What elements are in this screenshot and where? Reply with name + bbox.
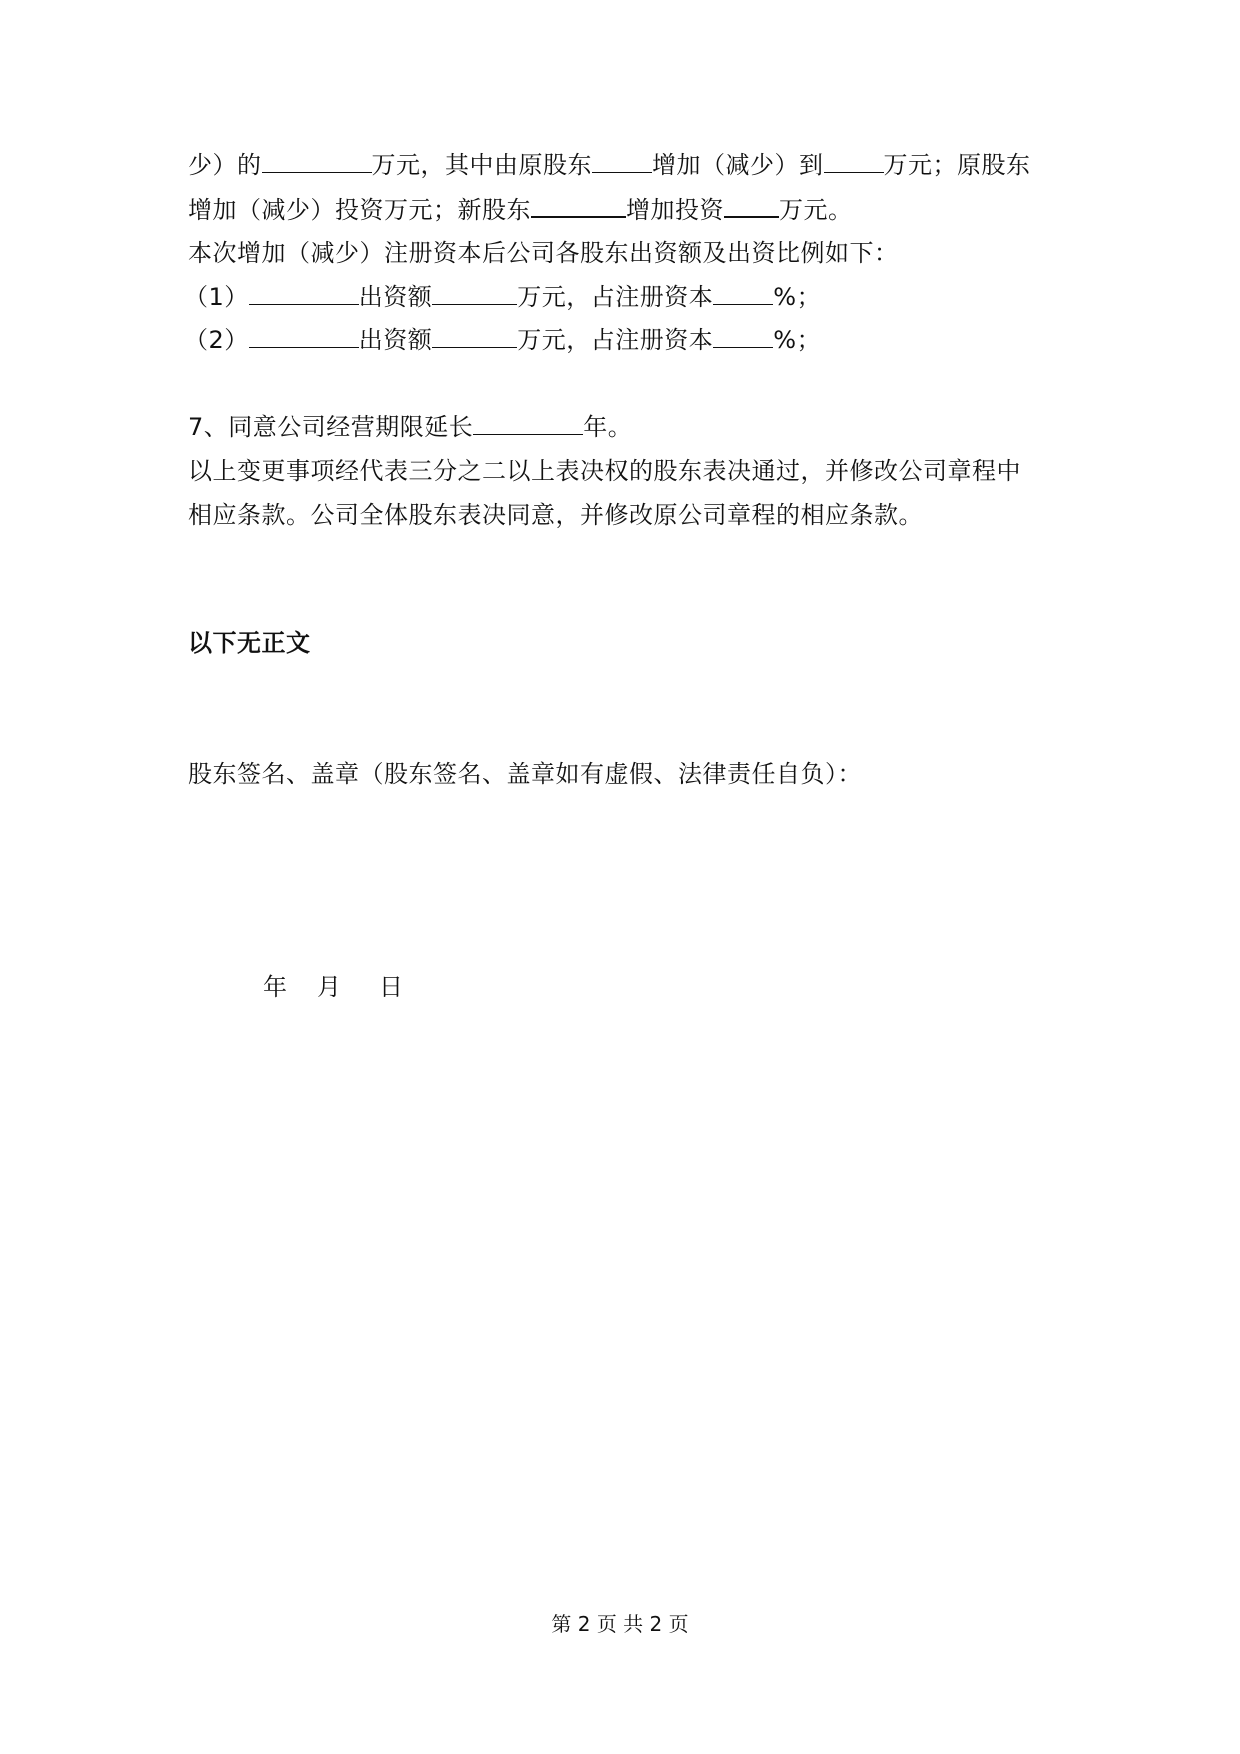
fill-blank [592, 148, 652, 173]
fill-blank [824, 148, 884, 173]
text-segment: %； [773, 283, 822, 311]
signature-line: 股东签名、盖章（股东签名、盖章如有虚假、法律责任自负）： [188, 760, 862, 788]
text-segment: 增加（减少）投资万元；新股东 [188, 196, 531, 224]
fill-blank [713, 280, 773, 305]
fill-blank [473, 410, 583, 435]
fill-blank [713, 323, 773, 348]
body-line-1 [188, 148, 1031, 182]
date-day: 日 [379, 973, 404, 1001]
fill-blank [249, 323, 359, 348]
body-line-2 [188, 192, 853, 227]
date-year: 年 [263, 973, 288, 1001]
fill-blank [432, 280, 517, 305]
date-month: 月 [317, 973, 342, 1001]
body-paragraph-line-1: 以上变更事项经代表三分之二以上表决权的股东表决通过，并修改公司章程中 [188, 457, 1021, 485]
text-segment: 万元。 [779, 196, 853, 224]
text-segment: 万元，占注册资本 [517, 326, 714, 354]
text-segment: 万元，占注册资本 [517, 283, 714, 311]
text-segment: 增加（减少）到 [652, 151, 824, 179]
body-paragraph-line-2: 相应条款。公司全体股东表决同意，并修改原公司章程的相应条款。 [188, 501, 923, 529]
no-further-text-heading: 以下无正文 [188, 629, 311, 657]
fill-blank [724, 192, 779, 218]
row-number: （1） [184, 283, 249, 311]
item-7 [188, 410, 632, 444]
row-number: （2） [184, 326, 249, 354]
fill-blank [432, 323, 517, 348]
text-segment: 万元，其中由原股东 [371, 151, 592, 179]
text-segment: %； [773, 326, 822, 354]
text-segment: 少）的 [188, 151, 262, 179]
text-segment: 年。 [583, 413, 633, 441]
body-line-3: 本次增加（减少）注册资本后公司各股东出资额及出资比例如下： [188, 239, 899, 267]
fill-blank [249, 280, 359, 305]
fill-blank [262, 148, 372, 173]
fill-blank [531, 192, 626, 218]
shareholder-row-2 [184, 323, 821, 357]
text-segment: 万元；原股东 [883, 151, 1031, 179]
shareholder-row-1 [184, 280, 821, 314]
text-segment: 7、同意公司经营期限延长 [188, 413, 474, 441]
text-segment: 增加投资 [626, 196, 724, 224]
text-segment: 出资额 [358, 283, 433, 311]
page-number-footer: 第 2 页 共 2 页 [551, 1612, 689, 1636]
date-line [263, 970, 404, 1004]
text-segment: 出资额 [358, 326, 433, 354]
